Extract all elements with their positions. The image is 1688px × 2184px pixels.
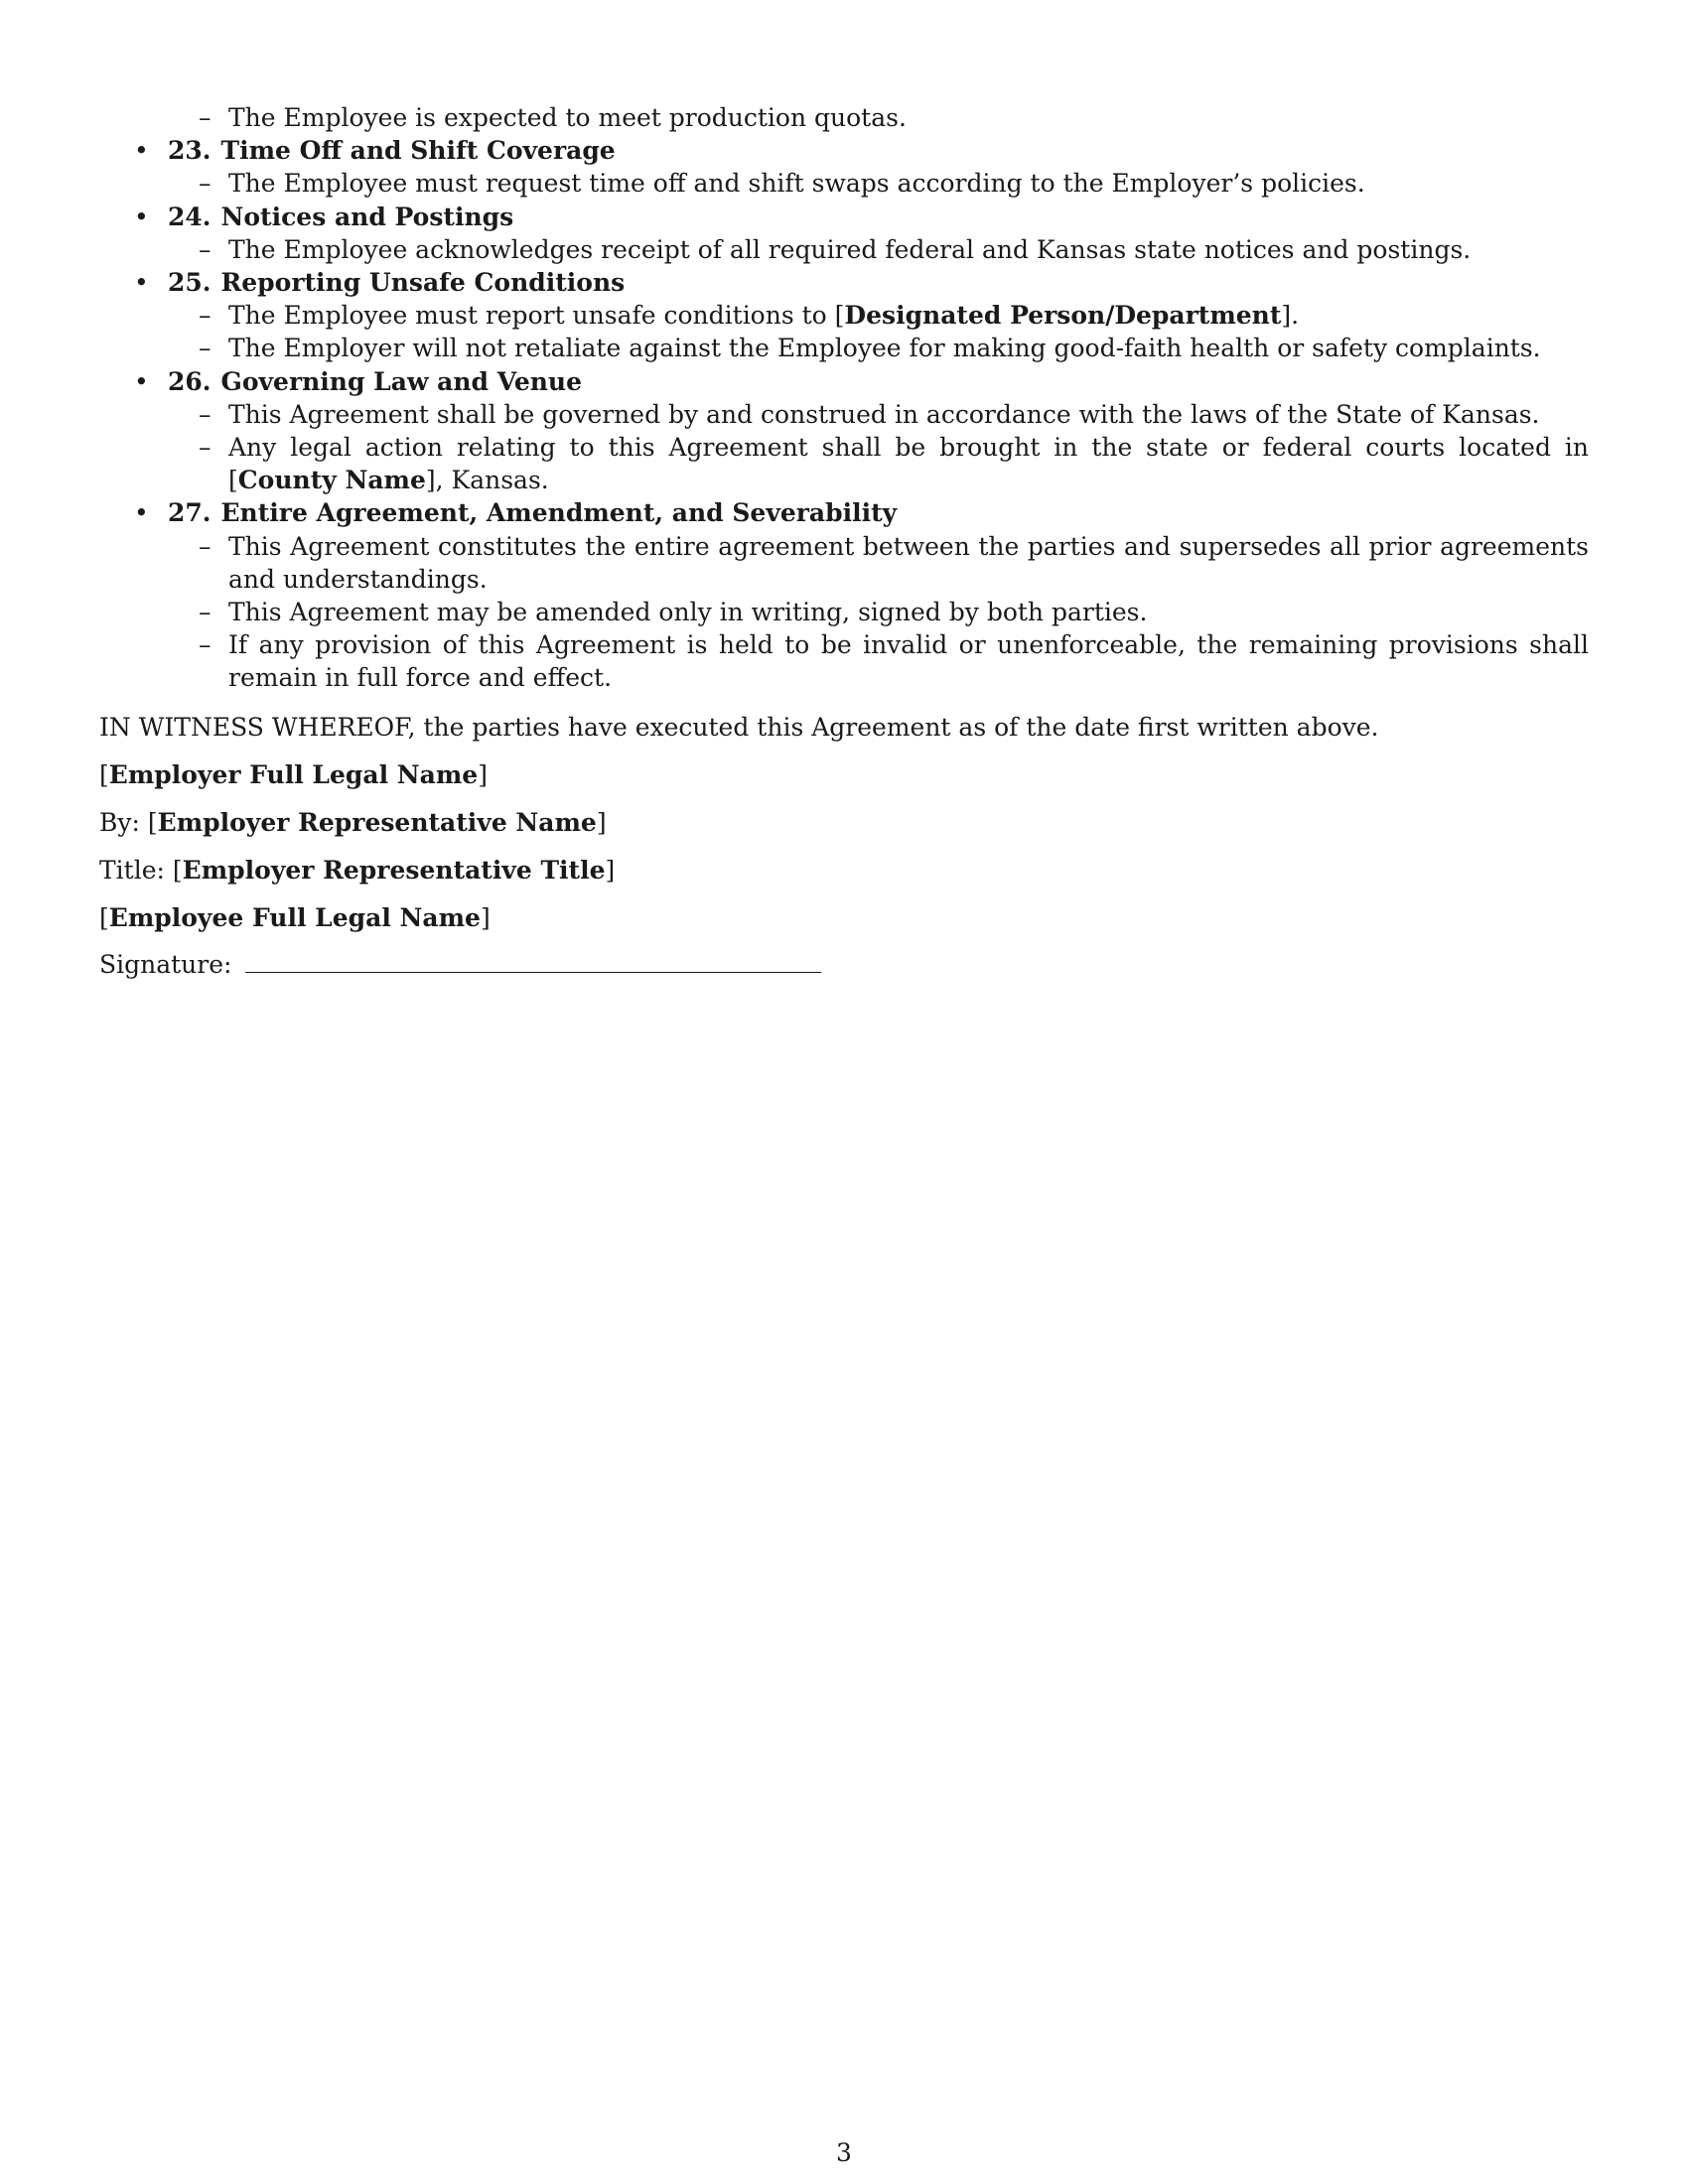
employer-name-line	[99, 758, 1589, 791]
item-text: This Agreement constitutes the entire agreement between the parties and supersedes all prior agreements and understandings.	[228, 531, 1589, 594]
employer-title-line	[99, 854, 1589, 887]
page-number: 3	[836, 2138, 852, 2167]
subitem	[99, 628, 1589, 694]
item-text-pre: The Employee must report unsafe conditions to [	[228, 301, 845, 331]
section-title: Reporting Unsafe Conditions	[220, 268, 626, 298]
item-text: The Employee is expected to meet production quotas.	[228, 103, 907, 132]
dash-marker: –	[199, 399, 211, 429]
dash-marker: –	[199, 301, 211, 331]
item-text: This Agreement shall be governed by and construed in accordance with the laws of the State of Kansas.	[228, 399, 1540, 429]
section-number: 24.	[168, 202, 211, 231]
continuation-item	[99, 101, 1589, 134]
section-list	[99, 134, 1589, 694]
section-heading	[99, 496, 1589, 529]
bracket-close: ]	[605, 856, 616, 886]
item-text-post: ], Kansas.	[425, 466, 549, 495]
signature-line	[99, 948, 1589, 981]
section-title: Notices and Postings	[220, 202, 514, 231]
signature-rule	[245, 954, 821, 973]
section-23	[99, 134, 1589, 200]
signature-label: Signature:	[99, 949, 232, 979]
section-title: Time Off and Shift Coverage	[220, 136, 616, 166]
bullet-marker: •	[134, 202, 149, 231]
bracket-close: ]	[480, 903, 491, 933]
subitem	[99, 530, 1589, 596]
section-24	[99, 201, 1589, 266]
section-title: Governing Law and Venue	[220, 366, 582, 396]
dash-marker: –	[199, 234, 211, 264]
dash-marker: –	[199, 531, 211, 561]
representative-name-placeholder: Employer Representative Name	[157, 808, 597, 838]
subitem-list	[99, 530, 1589, 695]
item-text: The Employer will not retaliate against the Employee for making good-faith health or safety complaints.	[228, 334, 1541, 363]
section-25	[99, 266, 1589, 365]
employer-name-placeholder: Employer Full Legal Name	[108, 759, 479, 789]
section-heading	[99, 201, 1589, 233]
bullet-marker: •	[134, 498, 149, 528]
bracket-open: [	[172, 856, 183, 886]
section-heading	[99, 266, 1589, 299]
employee-name-line	[99, 901, 1589, 934]
item-text: If any provision of this Agreement is held to be invalid or unenforceable, the remaining provisions shall remain in full force and effect.	[228, 630, 1589, 693]
section-27	[99, 496, 1589, 694]
bullet-marker: •	[134, 136, 149, 166]
dash-marker: –	[199, 630, 211, 660]
section-number: 27.	[168, 498, 211, 528]
employer-by-line	[99, 806, 1589, 839]
subitem-list	[99, 233, 1589, 266]
section-26	[99, 365, 1589, 497]
subitem	[99, 431, 1589, 496]
item-text-post: ].	[1281, 301, 1300, 331]
section-number: 25.	[168, 268, 211, 298]
section-number: 23.	[168, 136, 211, 166]
by-label: By:	[99, 808, 140, 838]
subitem	[99, 233, 1589, 266]
title-label: Title:	[99, 856, 165, 886]
witness-clause: IN WITNESS WHEREOF, the parties have executed this Agreement as of the date first written above.	[99, 712, 1379, 742]
subitem-list	[99, 398, 1589, 497]
item-text-pre: Any legal action relating to this Agreement shall be brought in the state or federal courts located in [	[228, 433, 1589, 495]
section-heading	[99, 134, 1589, 167]
item-text: The Employee acknowledges receipt of all required federal and Kansas state notices and postings.	[228, 234, 1472, 264]
bracket-open: [	[147, 808, 158, 838]
section-title: Entire Agreement, Amendment, and Severability	[220, 498, 898, 528]
bracket-close: ]	[596, 808, 607, 838]
dash-marker: –	[199, 433, 211, 463]
subitem	[99, 299, 1589, 332]
subitem-list	[99, 167, 1589, 200]
bracket-close: ]	[478, 759, 488, 789]
subitem	[99, 596, 1589, 628]
section-heading	[99, 365, 1589, 398]
item-text: This Agreement may be amended only in writing, signed by both parties.	[228, 598, 1148, 627]
placeholder-field: County Name	[237, 466, 426, 495]
subitem	[99, 167, 1589, 200]
bullet-marker: •	[134, 366, 149, 396]
employee-name-placeholder: Employee Full Legal Name	[108, 903, 481, 933]
representative-title-placeholder: Employer Representative Title	[182, 856, 606, 886]
dash-marker: –	[199, 598, 211, 627]
subitem	[99, 332, 1589, 364]
item-text: The Employee must request time off and shift swaps according to the Employer’s policies.	[228, 169, 1365, 199]
subitem-list	[99, 299, 1589, 364]
dash-marker: –	[199, 103, 211, 132]
bracket-open: [	[99, 759, 109, 789]
section-number: 26.	[168, 366, 211, 396]
bracket-open: [	[99, 903, 109, 933]
subitem	[99, 398, 1589, 431]
bullet-marker: •	[134, 268, 149, 298]
placeholder-field: Designated Person/Department	[844, 301, 1282, 331]
dash-marker: –	[199, 334, 211, 363]
dash-marker: –	[199, 169, 211, 199]
document-body	[99, 101, 1589, 981]
